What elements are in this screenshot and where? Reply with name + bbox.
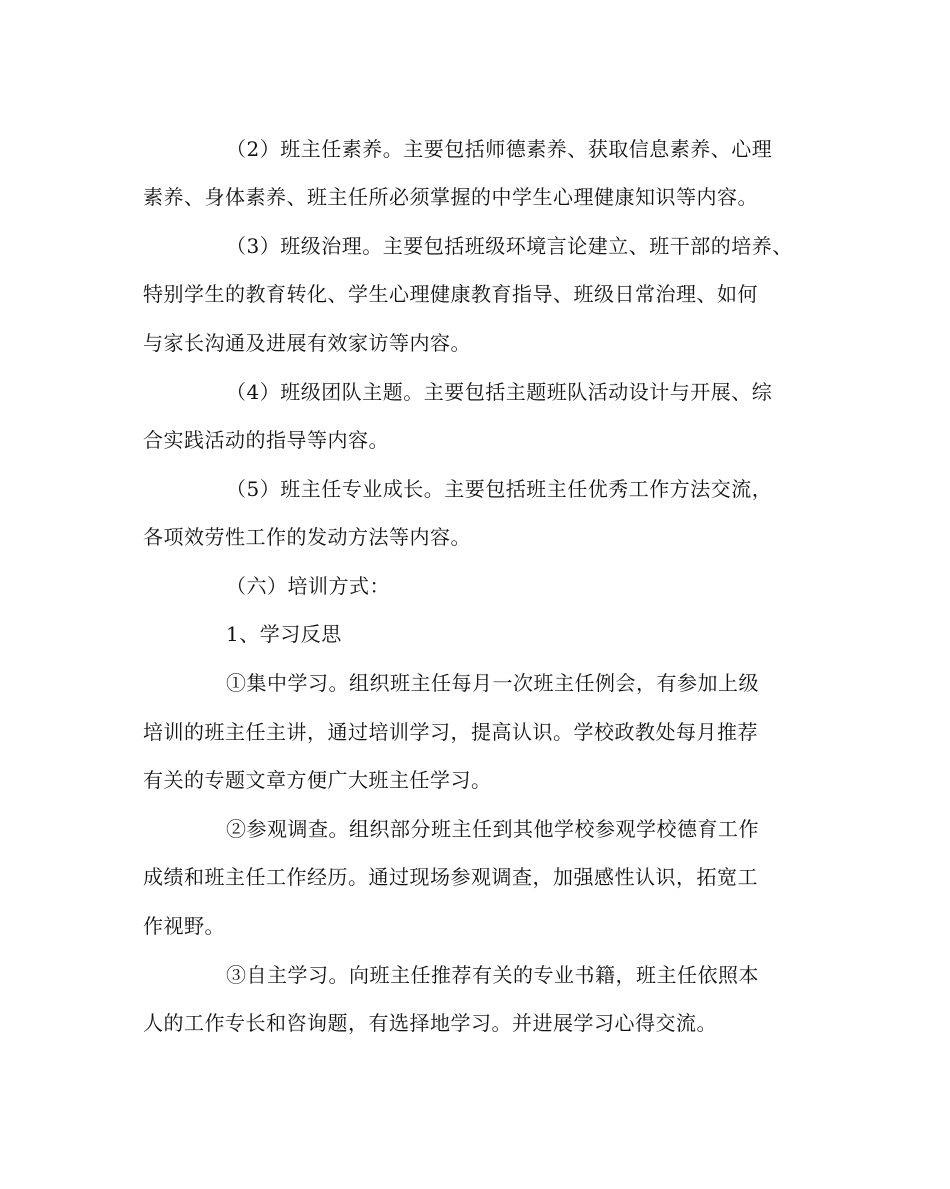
paragraph-line: （3）班级治理。主要包括班级环境言论建立、班干部的培养、 [226,234,793,258]
paragraph-line: 作视野。 [143,914,225,938]
paragraph-line: （5）班主任专业成长。主要包括班主任优秀工作方法交流， [226,477,773,501]
paragraph-line: 合实践活动的指导等内容。 [143,428,389,452]
paragraph-line: 素养、身体素养、班主任所必须掌握的中学生心理健康知识等内容。 [143,185,758,209]
paragraph-line: 成绩和班主任工作经历。通过现场参观调查，加强感性认识，拓宽工 [143,865,758,889]
paragraph-line: （2）班主任素养。主要包括师德素养、获取信息素养、心理 [226,137,773,161]
paragraph-line: ①集中学习。组织班主任每月一次班主任例会，有参加上级 [226,671,759,695]
section-heading: （六）培训方式： [226,574,390,598]
paragraph-line: 各项效劳性工作的发动方法等内容。 [143,525,471,549]
paragraph-line: 特别学生的教育转化、学生心理健康教育指导、班级日常治理、如何 [143,282,758,306]
paragraph-line: ③自主学习。向班主任推荐有关的专业书籍，班主任依照本 [226,963,759,987]
subsection-heading: 1、学习反思 [226,622,342,646]
paragraph-line: 培训的班主任主讲，通过培训学习，提高认识。学校政教处每月推荐 [143,720,758,744]
paragraph-line: 有关的专题文章方便广大班主任学习。 [143,768,492,792]
paragraph-line: ②参观调查。组织部分班主任到其他学校参观学校德育工作 [226,817,759,841]
paragraph-line: （4）班级团队主题。主要包括主题班队活动设计与开展、综 [226,380,773,404]
paragraph-line: 人的工作专长和咨询题，有选择地学习。并进展学习心得交流。 [143,1011,717,1035]
paragraph-line: 与家长沟通及进展有效家访等内容。 [143,331,471,355]
